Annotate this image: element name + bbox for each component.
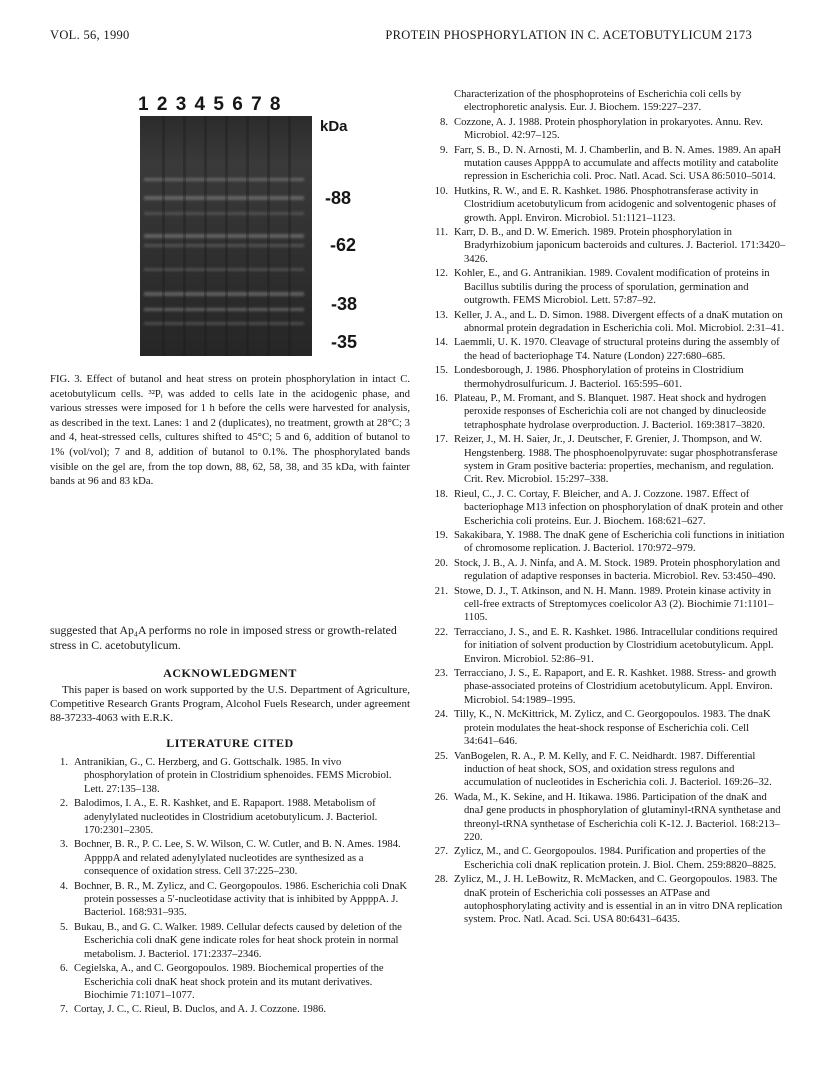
reference-item [50, 756, 410, 796]
reference-text: Rieul, C., J. C. Cortay, F. Bleicher, and A. J. Cozzone. 1987. Effect of bacteriophage M13 infection on phosphorylation of dnaK protein and other Escherichia coli proteins. Eur. J. Biochem. 168:621–627. [454, 488, 784, 527]
reference-text: Stock, J. B., A. J. Ninfa, and A. M. Stock. 1989. Protein phosphorylation and regulation of adaptive responses in bacteria. Microbiol. Rev. 53:450–490. [454, 557, 781, 583]
reference-item [430, 185, 786, 225]
reference-text: Hutkins, R. W., and E. R. Kashket. 1986. Phosphotransferase activity in Clostridium acetobutylicum from acidogenic and solventogenic phases of growth. Appl. Environ. Microbiol. 51:1121–1123. [454, 185, 777, 224]
reference-text: Tilly, K., N. McKittrick, M. Zylicz, and C. Georgopoulos. 1983. The dnaK protein modulates the heat-shock response of Escherichia coli. Cell 34:641–646. [454, 709, 771, 748]
reference-list-left [50, 756, 410, 1018]
reference-number: 22. [434, 626, 448, 638]
reference-number: 16. [434, 392, 448, 404]
reference-text: Terracciano, J. S., and E. R. Kashket. 1986. Intracellular conditions required for initiation of solvent production by Clostridium acetobutylicum. Appl. Environ. Microbiol. 52:86–91. [454, 626, 778, 665]
reference-item [430, 708, 786, 748]
reference-number: 24. [434, 709, 448, 721]
literature-heading: LITERATURE CITED [166, 736, 294, 750]
gel-figure [50, 88, 410, 356]
reference-number: 3. [60, 839, 68, 851]
reference-number: 1. [60, 757, 68, 768]
reference-number: 7. [60, 1004, 68, 1016]
reference-item [430, 116, 786, 143]
reference-item [50, 797, 410, 837]
reference-number: 2. [60, 798, 68, 810]
reference-number: 5. [60, 921, 68, 933]
gel-bands [140, 116, 312, 356]
reference-text: Bochner, B. R., P. C. Lee, S. W. Wilson, C. W. Cutler, and B. N. Ames. 1984. AppppA and related adenylylated nucleotides are synthesized as a consequence of oxidation stress. Cell 37:225–230. [74, 839, 401, 878]
reference-text: Cortay, J. C., C. Rieul, B. Duclos, and A. J. Cozzone. 1986. [74, 1004, 327, 1016]
reference-text: Wada, M., K. Sekine, and H. Itikawa. 1986. Participation of the dnaK and dnaJ gene products in phosphorylation of glutaminyl-tRNA synthetase and threonyl-tRNA synthetase of Escherichia coli K-12. J. Bacteriol. 168:213–220. [454, 791, 781, 843]
acknowledgment-text: This paper is based on work supported by the U.S. Department of Agriculture, Competitive Research Grants Program, Alcohol Fuels Research, under agreement 88-37233-4063 with E.R.K. [50, 684, 410, 725]
reference-number: 6. [60, 963, 68, 975]
reference-number: 23. [434, 668, 448, 680]
marker-35: -35 [331, 332, 358, 352]
reference-text: Kohler, E., and G. Antranikian. 1989. Covalent modification of proteins in Bacillus subtilis during the process of sporulation, germination and outgrowth. FEMS Microbiol. Lett. 57:87–92. [454, 268, 770, 307]
reference-number: 11. [435, 227, 448, 239]
running-header [0, 28, 816, 48]
reference-text: Zylicz, M., J. H. LeBowitz, R. McMacken, and C. Georgopoulos. 1983. The dnaK protein of Escherichia coli possesses an ATPase and autophosphorylating activity and is essential in an in vitro DNA replication system. Proc. Natl. Acad. Sci. USA 80:6431–6435. [454, 874, 783, 926]
reference-text: Karr, D. B., and D. W. Emerich. 1989. Protein phosphorylation in Bradyrhizobium japonicum bacteroids and cultures. J. Bacteriol. 171:3420–3426. [454, 227, 786, 265]
caption-text: Effect of butanol and heat stress on protein phosphorylation in intact C. acetobutylicum cells. ³²Pᵢ was added to cells late in the acidogenic phase, and various stresses were imposed for 1 h before the cells were harvested for analysis, as described in the text. Lanes: 1 and 2 (duplicates), no treatment, growth at 28°C; 3 and 4, heat-stressed cells, cultures shifted to 45°C; 5 and 6, addition of butanol to 1% (vol/vol); 7 and 8, addition of butanol to 0.1%. The phosphorylated bands visible on the gel are, from the top down, 88, 62, 58, 38, and 35 kDa, with fainter bands at 96 and 83 kDa. [50, 373, 410, 488]
reference-number: 25. [434, 750, 448, 762]
reference-item [50, 962, 410, 1002]
reference-number: 4. [60, 880, 68, 892]
reference-text: Balodimos, I. A., E. R. Kashket, and E. Rapaport. 1988. Metabolism of adenylylated nucleotides in Clostridium acetobutylicum. J. Bacteriol. 170:2301–2305. [74, 798, 378, 837]
reference-text: Laemmli, U. K. 1970. Cleavage of structural proteins during the assembly of the head of bacteriophage T4. Nature (London) 227:680–685. [454, 337, 780, 362]
acknowledgment-heading: ACKNOWLEDGMENT [163, 666, 297, 680]
reference-text: Stowe, D. J., T. Atkinson, and N. H. Mann. 1989. Protein kinase activity in cell-free extracts of Streptomyces coelicolor A3 (2). Biochimie 71:1101–1105. [454, 585, 774, 624]
marker-38: -38 [331, 294, 358, 314]
reference-number: 13. [434, 309, 448, 321]
reference-item [430, 226, 786, 266]
reference-text: Zylicz, M., and C. Georgopoulos. 1984. Purification and properties of the Escherichia coli dnaK replication protein. J. Biol. Chem. 259:8820–8825. [454, 846, 777, 871]
figure-caption [50, 372, 410, 489]
reference-number: 19. [434, 530, 448, 541]
reference-item [430, 667, 786, 707]
kda-unit-label: kDa [320, 118, 348, 135]
reference-number: 21. [434, 585, 448, 597]
marker-88: -88 [325, 188, 352, 208]
reference-item [430, 364, 786, 391]
reference-text: Terracciano, J. S., E. Rapaport, and E. R. Kashket. 1988. Stress- and growth phase-associated proteins of Clostridium acetobutylicum. Appl. Environ. Microbiol. 54:1989–1995. [454, 668, 777, 706]
reference-text: Cozzone, A. J. 1988. Protein phosphorylation in prokaryotes. Annu. Rev. Microbiol. 42:97–125. [454, 116, 763, 142]
reference-text: Cegielska, A., and C. Georgopoulos. 1989. Biochemical properties of the Escherichia coli dnaK heat shock protein and its mutant derivatives. Biochimie 71:1071–1077. [74, 963, 384, 1001]
reference-text: Characterization of the phosphoproteins of Escherichia coli cells by electrophoretic analysis. Eur. J. Biochem. 159:227–237. [454, 89, 742, 114]
marker-62: -62 [330, 235, 357, 255]
reference-item [430, 626, 786, 666]
lane-numbers: 1 2 3 4 5 6 7 8 [138, 94, 282, 115]
volume-info: VOL. 56, 1990 [50, 28, 130, 42]
body-paragraph: suggested that Ap₄A performs no role in imposed stress or growth-related stress in C. acetobutylicum. [50, 623, 397, 653]
caption-label: FIG. 3. [50, 373, 83, 385]
reference-number: 26. [434, 791, 448, 803]
reference-number: 15. [434, 365, 448, 377]
reference-text: Antranikian, G., C. Herzberg, and G. Gottschalk. 1985. In vivo phosphorylation of protein in Clostridium sphenoides. FEMS Microbiol. Lett. 27:135–138. [74, 757, 392, 795]
reference-item [430, 873, 786, 927]
reference-text: Farr, S. B., D. N. Arnosti, M. J. Chamberlin, and B. N. Ames. 1989. An apaH mutation causes AppppA to accumulate and affects motility and catabolite repression in Escherichia coli. Proc. Natl. Acad. Sci. USA 86:5010–5014. [454, 144, 782, 183]
reference-number: 10. [434, 185, 448, 197]
reference-item [430, 336, 786, 363]
reference-number: 27. [434, 846, 448, 858]
reference-text: VanBogelen, R. A., P. M. Kelly, and F. C. Neidhardt. 1987. Differential induction of heat shock, SOS, and oxidation stress regulons and accumulation of nucleotides in Escherichia coli. J. Bacteriol. 169:26–32. [454, 750, 772, 789]
reference-text: Sakakibara, Y. 1988. The dnaK gene of Escherichia coli functions in initiation of chromosome replication. J. Bacteriol. 170:972–979. [454, 530, 785, 555]
reference-item [430, 750, 786, 790]
reference-item [50, 880, 410, 920]
reference-item [430, 309, 786, 336]
reference-item [430, 267, 786, 307]
reference-number: 12. [434, 268, 448, 280]
reference-text: Reizer, J., M. H. Saier, Jr., J. Deutscher, F. Grenier, J. Thompson, and W. Hengstenberg. 1988. The phosphoenolpyruvate: sugar phosphotransferase system in Gram positive bacteria: properties, mechanism, and regulation. Crit. Rev. Microbiol. 15:297–338. [454, 434, 778, 486]
reference-item [430, 557, 786, 584]
reference-text: Keller, J. A., and L. D. Simon. 1988. Divergent effects of a dnaK mutation on abnormal protein degradation in Escherichia coli. Mol. Microbiol. 2:31–41. [454, 309, 785, 334]
reference-item [430, 845, 786, 872]
reference-text: Bukau, B., and G. C. Walker. 1989. Cellular defects caused by deletion of the Escherichia coli dnaK gene indicate roles for heat shock protein in normal metabolism. J. Bacteriol. 171:2337–2346. [74, 921, 402, 960]
reference-number: 20. [434, 557, 448, 569]
reference-item [430, 791, 786, 845]
running-title: PROTEIN PHOSPHORYLATION IN C. ACETOBUTYLICUM 2173 [385, 28, 752, 42]
reference-item [430, 144, 786, 184]
reference-item [430, 585, 786, 625]
left-column [50, 88, 410, 1016]
reference-list-right [430, 88, 786, 928]
reference-number: 8. [440, 116, 448, 128]
reference-item [430, 529, 786, 556]
reference-item [50, 838, 410, 878]
reference-number: 28. [434, 874, 448, 886]
gel-image [140, 116, 312, 356]
reference-text: Londesborough, J. 1986. Phosphorylation of proteins in Clostridium thermohydrosulfuricum. J. Bacteriol. 165:595–601. [454, 365, 744, 390]
reference-item [430, 488, 786, 528]
reference-item [430, 88, 786, 115]
reference-item [430, 433, 786, 487]
reference-text: Plateau, P., M. Fromant, and S. Blanquet. 1987. Heat shock and hydrogen peroxide responses of Escherichia coli are not changed by dinucleoside tetraphosphate hydrolase overproduction. J. Bacteriol. 169:3817–3820. [454, 392, 767, 431]
reference-text: Bochner, B. R., M. Zylicz, and C. Georgopoulos. 1986. Escherichia coli DnaK protein possesses a 5′-nucleotidase activity that is inhibited by AppppA. J. Bacteriol. 168:931–935. [74, 880, 408, 919]
reference-number: 9. [440, 144, 448, 156]
reference-number: 17. [434, 434, 448, 446]
reference-item [50, 1003, 410, 1016]
reference-item [430, 392, 786, 432]
reference-number: 18. [434, 488, 448, 500]
reference-number: 14. [434, 337, 448, 349]
reference-item [50, 921, 410, 961]
